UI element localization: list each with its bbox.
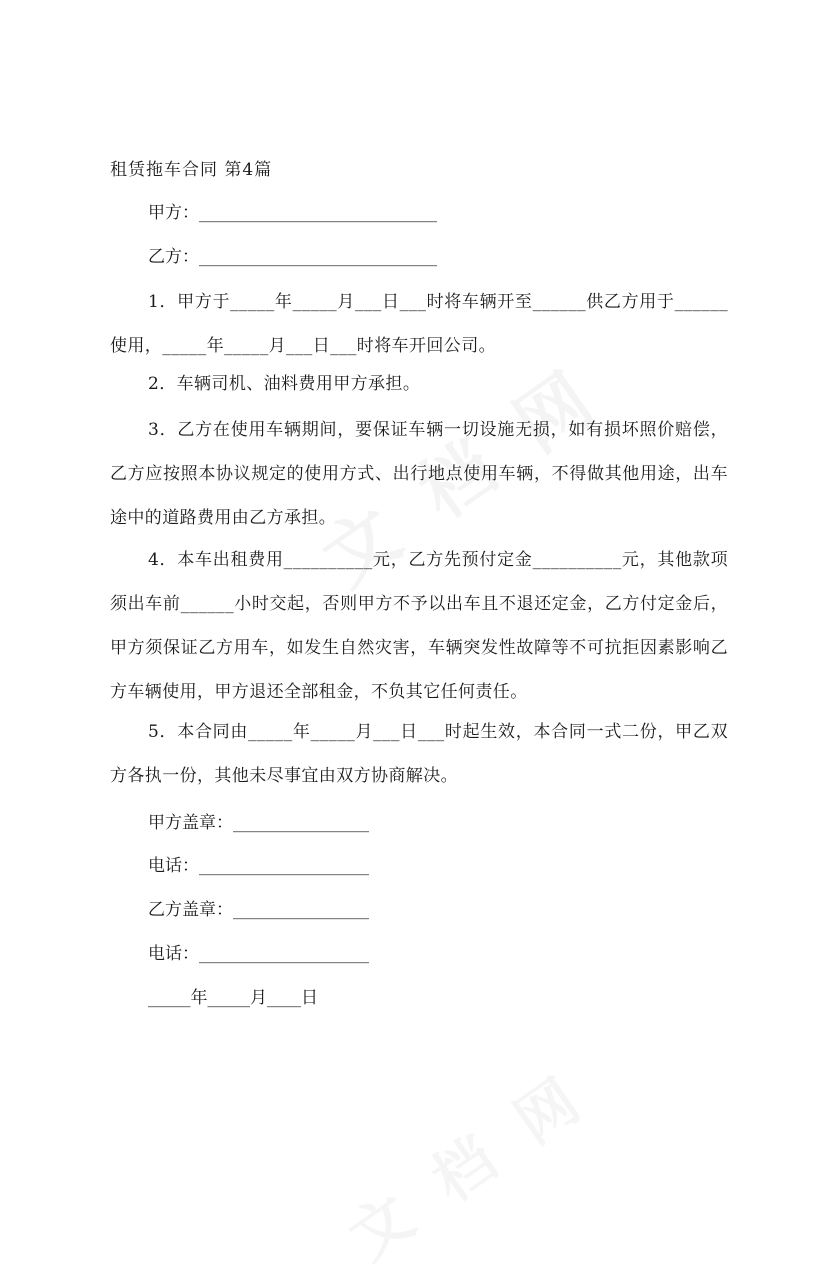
- clause-5: 5．本合同由_____年_____月___日___时起生效，本合同一式二份，甲乙双方各执一份，其他未尽事宜由双方协商解决。: [110, 722, 728, 786]
- party-a-line: 甲方：____________________________: [148, 203, 437, 223]
- party-b-line: 乙方：____________________________: [148, 247, 437, 267]
- clause-2: 2．车辆司机、油料费用甲方承担。: [148, 374, 421, 394]
- clause-3: 3．乙方在使用车辆期间，要保证车辆一切设施无损，如有损坏照价赔偿，乙方应按照本协议规定的使用方式、出行地点使用车辆，不得做其他用途，出车途中的道路费用由乙方承担。: [110, 420, 728, 528]
- party-a-phone-line: 电话：____________________: [148, 856, 369, 876]
- party-a-seal-line: 甲方盖章：________________: [148, 813, 369, 833]
- party-b-phone-line: 电话：____________________: [148, 944, 369, 964]
- document-title: 租赁拖车合同 第4篇: [110, 160, 273, 180]
- clause-4: 4．本车出租费用__________元，乙方先预付定金__________元，其他款项须出车前______小时交起，否则甲方不予以出车且不退还定金，乙方付定金后，甲方须保证乙方用车，如发生自然灾害，车辆突发性故障等不可抗拒因素影响乙方车辆使用，甲方退还全部租金，不负其它任何责任。: [110, 550, 728, 702]
- date-line: _____年_____月____日: [148, 988, 318, 1008]
- party-b-seal-line: 乙方盖章：________________: [148, 900, 369, 920]
- watermark: [330, 1050, 602, 1276]
- clause-1: 1．甲方于_____年_____月___日___时将车辆开至______供乙方用于______使用，_____年_____月___日___时将车开回公司。: [110, 292, 728, 356]
